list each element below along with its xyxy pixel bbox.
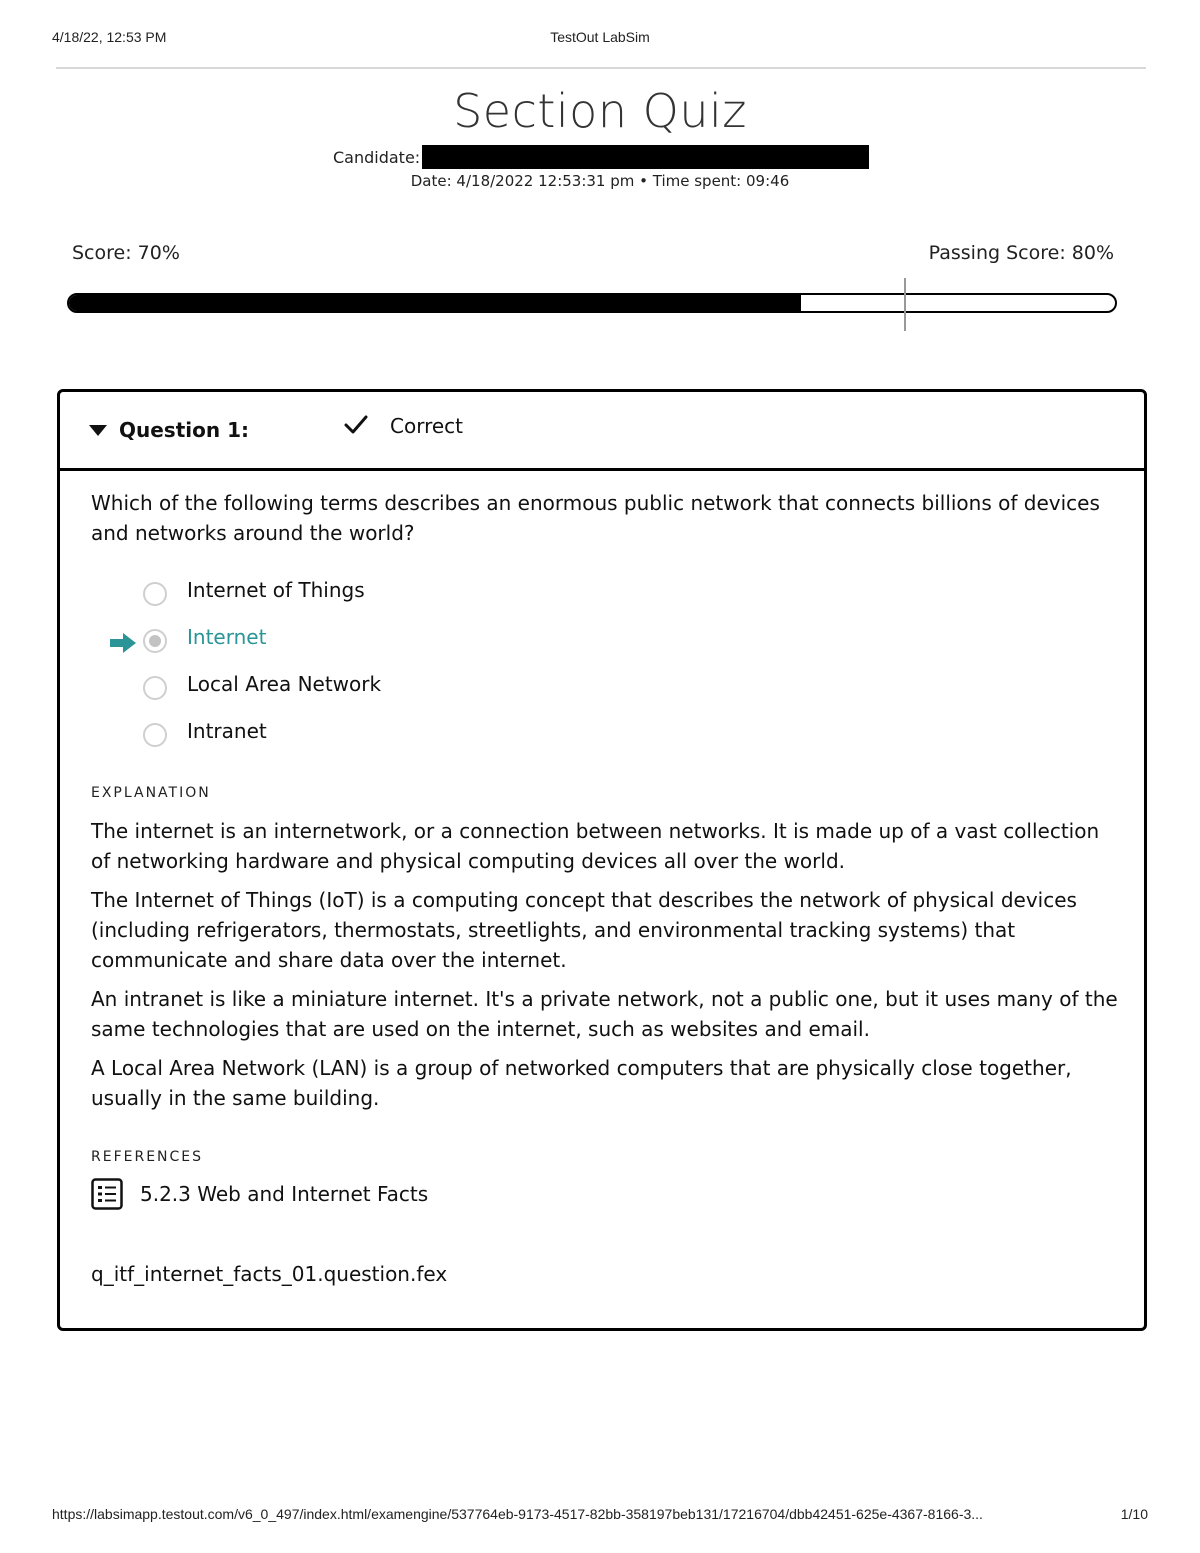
candidate-line — [333, 145, 869, 169]
option-radio[interactable] — [143, 723, 167, 747]
option-internet[interactable] — [60, 625, 660, 659]
question-number: Question 1: — [119, 418, 249, 442]
arrow-right-icon — [110, 633, 136, 653]
candidate-label: Candidate: — [333, 147, 421, 167]
option-label: Internet of Things — [187, 578, 365, 602]
option-label: Intranet — [187, 719, 267, 743]
checkmark-icon — [343, 414, 369, 436]
question-file-id: q_itf_internet_facts_01.question.fex — [91, 1262, 448, 1286]
question-card — [57, 389, 1147, 1331]
passing-score-marker — [904, 278, 906, 331]
explanation-paragraph: The Internet of Things (IoT) is a computing concept that describes the network of physical devices (including refrigerators, thermostats, streetlights, and environmental tracking systems) that communicate and share data over the internet. — [91, 888, 1077, 972]
option-radio[interactable] — [143, 676, 167, 700]
option-label: Local Area Network — [187, 672, 382, 696]
option-local-area-network[interactable] — [60, 672, 660, 706]
page-title: Section Quiz — [453, 84, 747, 138]
reference-link[interactable]: 5.2.3 Web and Internet Facts — [140, 1182, 429, 1206]
caret-down-icon[interactable] — [89, 425, 107, 436]
explanation-paragraph: The internet is an internetwork, or a connection between networks. It is made up of a vast collection of networking hardware and physical computing devices all over the world. — [91, 819, 1100, 873]
explanation-paragraph: A Local Area Network (LAN) is a group of networked computers that are physically close together, usually in the same building. — [91, 1056, 1072, 1110]
option-intranet[interactable] — [60, 719, 660, 753]
option-radio-selected[interactable] — [143, 629, 167, 653]
option-internet-of-things[interactable] — [60, 578, 660, 612]
print-datetime: 4/18/22, 12:53 PM — [52, 29, 167, 45]
explanation-heading: EXPLANATION — [91, 785, 211, 801]
date-time-spent: Date: 4/18/2022 12:53:31 pm • Time spent: 09:46 — [410, 172, 790, 190]
header-divider — [56, 67, 1146, 69]
score-progress-bar — [67, 293, 1117, 313]
explanation-paragraph: An intranet is like a miniature internet. It's a private network, not a public one, but it uses many of the same technologies that are used on the internet, such as websites and email. — [91, 987, 1118, 1041]
print-footer — [0, 1506, 1200, 1526]
explanation-body — [91, 816, 1121, 1122]
list-document-icon[interactable] — [91, 1178, 123, 1210]
print-header — [0, 29, 1200, 49]
question-text: Which of the following terms describes an enormous public network that connects billions of devices and networks around the world? — [91, 491, 1100, 545]
score-label: Score: 70% — [72, 242, 180, 264]
score-progress-fill — [69, 295, 801, 311]
print-page-number: 1/10 — [1120, 1506, 1148, 1522]
passing-score-label: Passing Score: 80% — [928, 242, 1114, 264]
question-header[interactable] — [60, 392, 1144, 471]
print-site-title: TestOut LabSim — [550, 29, 650, 45]
option-label: Internet — [187, 625, 267, 649]
option-radio[interactable] — [143, 582, 167, 606]
question-status: Correct — [390, 414, 463, 438]
print-url: https://labsimapp.testout.com/v6_0_497/index.html/examengine/537764eb-9173-4517-82bb-358197beb131/17216704/dbb42451-625e-4367-8166-3... — [52, 1506, 983, 1522]
candidate-name-redacted — [422, 145, 869, 169]
references-heading: REFERENCES — [91, 1149, 204, 1165]
